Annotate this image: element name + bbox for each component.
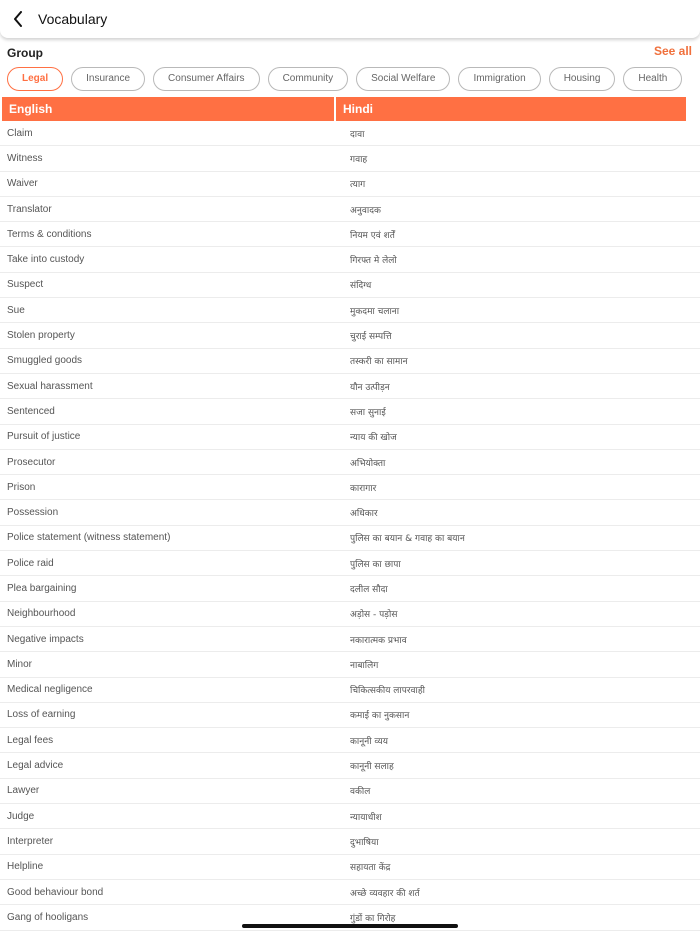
- table-row: [0, 121, 700, 146]
- hindi-term: वकील: [350, 787, 371, 798]
- english-term: Claim: [7, 127, 33, 139]
- english-term: Medical negligence: [7, 684, 93, 696]
- group-chip-community[interactable]: Community: [268, 67, 349, 91]
- hindi-term: अड़ोस - पड़ोस: [350, 610, 398, 621]
- english-term: Suspect: [7, 279, 44, 291]
- table-row: [0, 526, 700, 551]
- english-term: Gang of hooligans: [7, 911, 89, 923]
- table-header: [2, 97, 686, 121]
- english-term: Lawyer: [7, 785, 40, 797]
- group-chip-legal[interactable]: Legal: [7, 67, 63, 91]
- table-row: [0, 399, 700, 424]
- table-row: [0, 551, 700, 576]
- table-row: [0, 475, 700, 500]
- hindi-term: यौन उत्पीड़न: [350, 382, 390, 393]
- table-row: [0, 349, 700, 374]
- hindi-term: तस्करी का सामान: [350, 357, 408, 368]
- english-term: Witness: [7, 152, 43, 164]
- group-chip-list: [7, 67, 700, 91]
- table-row: [0, 576, 700, 601]
- table-row: [0, 247, 700, 272]
- hindi-term: कानूनी सलाह: [350, 762, 394, 773]
- english-term: Police raid: [7, 557, 54, 569]
- page-title: Vocabulary: [38, 11, 108, 27]
- hindi-term: अधिकार: [350, 509, 378, 520]
- hindi-term: गिरफ्त मे लेलो: [350, 256, 397, 267]
- table-row: [0, 323, 700, 348]
- table-row: [0, 627, 700, 652]
- english-term: Pursuit of justice: [7, 431, 81, 443]
- english-term: Interpreter: [7, 835, 54, 847]
- hindi-term: त्याग: [350, 180, 366, 191]
- english-term: Terms & conditions: [7, 228, 92, 240]
- hindi-term: गवाह: [350, 154, 368, 165]
- column-header-english: English: [2, 97, 334, 121]
- group-chip-housing[interactable]: Housing: [549, 67, 616, 91]
- table-row: [0, 172, 700, 197]
- hindi-term: कानूनी व्यय: [350, 736, 388, 747]
- hindi-term: पुलिस का बयान & गवाह का बयान: [350, 534, 465, 545]
- vocabulary-table: [0, 97, 700, 931]
- hindi-term: दावा: [350, 129, 365, 140]
- hindi-term: सहायता केंद्र: [350, 863, 391, 874]
- table-row: [0, 146, 700, 171]
- table-row: [0, 728, 700, 753]
- english-term: Good behaviour bond: [7, 886, 104, 898]
- group-chip-immigration[interactable]: Immigration: [458, 67, 540, 91]
- table-row: [0, 652, 700, 677]
- hindi-term: न्याय की खोज: [350, 433, 397, 444]
- group-chip-consumer-affairs[interactable]: Consumer Affairs: [153, 67, 260, 91]
- table-row: [0, 855, 700, 880]
- english-term: Stolen property: [7, 330, 75, 342]
- english-term: Police statement (witness statement): [7, 532, 171, 544]
- hindi-term: चिकित्सकीय लापरवाही: [350, 686, 425, 697]
- table-row: [0, 880, 700, 905]
- english-term: Neighbourhood: [7, 608, 76, 620]
- table-body: [0, 121, 700, 931]
- table-row: [0, 298, 700, 323]
- back-button[interactable]: [10, 9, 26, 29]
- group-chip-health[interactable]: Health: [623, 67, 682, 91]
- hindi-term: कमाई का नुकसान: [350, 711, 410, 722]
- table-row: [0, 804, 700, 829]
- english-term: Negative impacts: [7, 633, 84, 645]
- english-term: Take into custody: [7, 254, 85, 266]
- group-label: Group: [7, 46, 43, 60]
- hindi-term: न्यायाधीश: [350, 812, 382, 823]
- table-row: [0, 273, 700, 298]
- table-row: [0, 197, 700, 222]
- hindi-term: चुराई सम्पत्ति: [350, 332, 392, 343]
- table-row: [0, 500, 700, 525]
- app-header: [0, 0, 700, 38]
- table-row: [0, 425, 700, 450]
- english-term: Legal fees: [7, 734, 54, 746]
- hindi-term: नकारात्मक प्रभाव: [350, 635, 407, 646]
- english-term: Sentenced: [7, 405, 55, 417]
- english-term: Translator: [7, 203, 52, 215]
- hindi-term: दुभाषिया: [350, 837, 379, 848]
- english-term: Plea bargaining: [7, 582, 77, 594]
- table-row: [0, 678, 700, 703]
- table-row: [0, 222, 700, 247]
- english-term: Possession: [7, 507, 59, 519]
- chevron-left-icon: [13, 11, 23, 27]
- english-term: Prison: [7, 481, 36, 493]
- english-term: Waiver: [7, 178, 38, 190]
- table-row: [0, 450, 700, 475]
- table-row: [0, 703, 700, 728]
- english-term: Helpline: [7, 861, 44, 873]
- hindi-term: अच्छे व्यवहार की शर्त: [350, 888, 420, 899]
- see-all-link[interactable]: See all: [653, 44, 692, 58]
- english-term: Prosecutor: [7, 456, 56, 468]
- column-header-hindi: Hindi: [336, 97, 686, 121]
- hindi-term: गुंडों का गिरोह: [350, 913, 396, 924]
- hindi-term: सजा सुनाई: [350, 407, 386, 418]
- hindi-term: अनुवादक: [350, 205, 381, 216]
- english-term: Loss of earning: [7, 709, 76, 721]
- hindi-term: मुकदमा चलाना: [350, 306, 400, 317]
- home-indicator: [242, 924, 458, 928]
- hindi-term: अभियोक्ता: [350, 458, 386, 469]
- group-chip-insurance[interactable]: Insurance: [71, 67, 145, 91]
- hindi-term: नियम एवं शर्तें: [350, 230, 395, 241]
- table-row: [0, 829, 700, 854]
- hindi-term: कारागार: [350, 483, 377, 494]
- table-row: [0, 374, 700, 399]
- hindi-term: नाबालिग: [350, 660, 379, 671]
- english-term: Sue: [7, 304, 25, 316]
- english-term: Sexual harassment: [7, 380, 93, 392]
- english-term: Smuggled goods: [7, 355, 83, 367]
- table-row: [0, 779, 700, 804]
- table-row: [0, 602, 700, 627]
- english-term: Judge: [7, 810, 35, 822]
- table-row: [0, 753, 700, 778]
- hindi-term: संदिग्ध: [350, 281, 372, 292]
- english-term: Legal advice: [7, 760, 64, 772]
- hindi-term: दलील सौदा: [350, 584, 388, 595]
- group-chip-social-welfare[interactable]: Social Welfare: [356, 67, 450, 91]
- hindi-term: पुलिस का छापा: [350, 559, 401, 570]
- english-term: Minor: [7, 658, 33, 670]
